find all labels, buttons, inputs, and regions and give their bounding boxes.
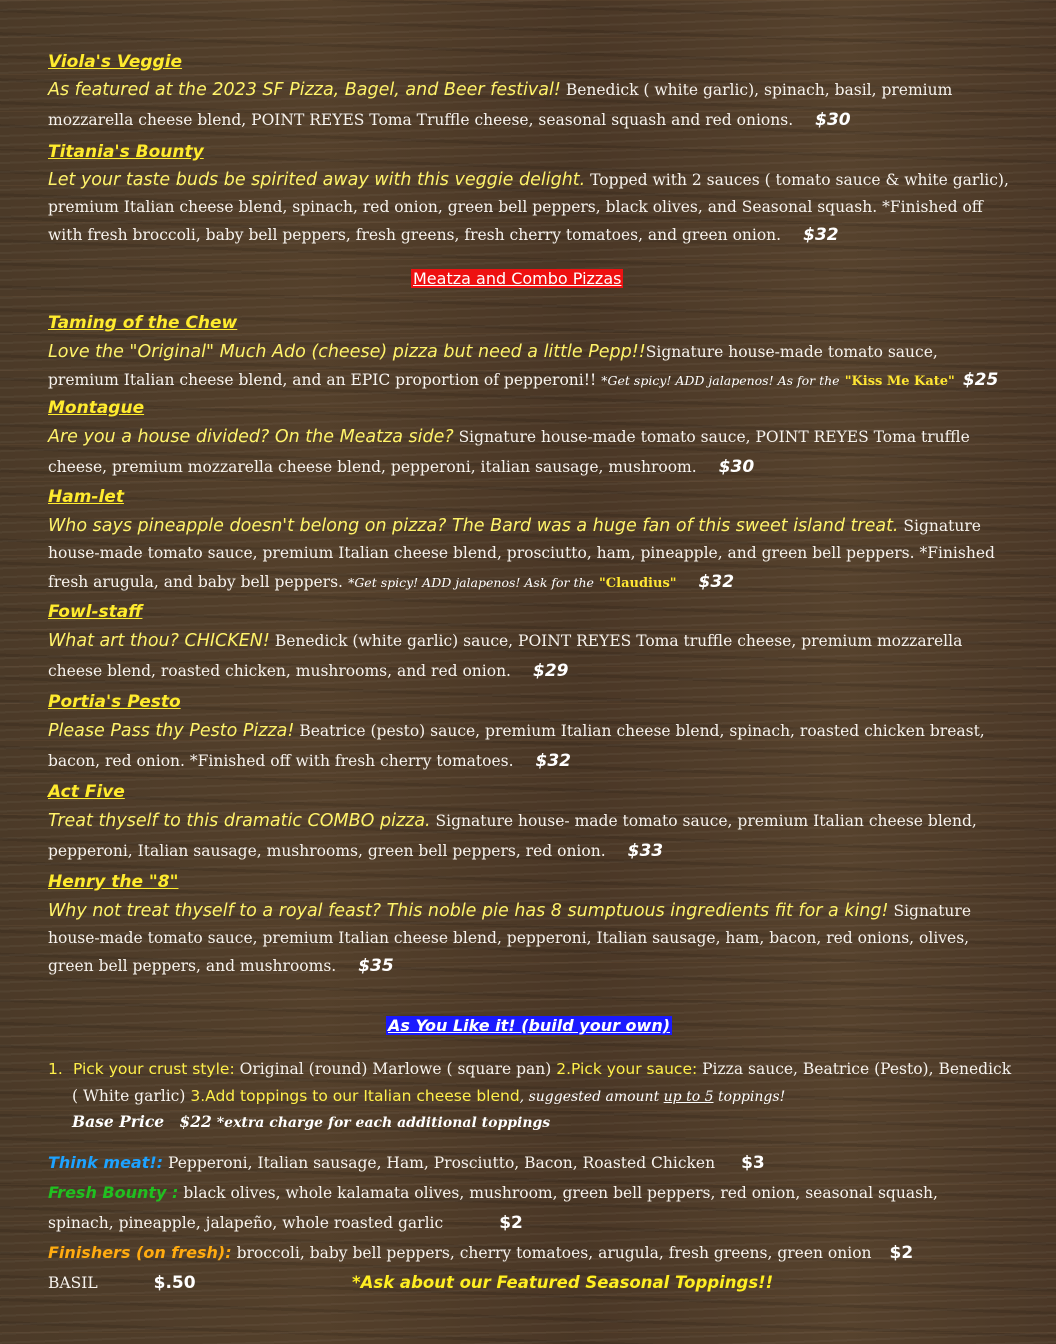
- pizza-desc: with fresh broccoli, baby bell peppers, fresh greens, fresh cherry tomatoes, and green onion.: [48, 226, 782, 244]
- toppings-note-end: toppings!: [713, 1089, 786, 1105]
- pizza-desc-montague-line1: [48, 427, 970, 447]
- seasonal-toppings-text: *Ask about our Featured Seasonal Toppings!!: [352, 1273, 774, 1292]
- pizza-tagline: Who says pineapple doesn't belong on pizza? The Bard was a huge fan of this sweet island treat.: [48, 516, 899, 536]
- pizza-desc-violas-line2: [48, 110, 851, 130]
- pizza-desc: cheese blend, roasted chicken, mushrooms, and red onion.: [48, 662, 511, 680]
- pizza-tagline: Treat thyself to this dramatic COMBO pizza.: [48, 811, 431, 831]
- pizza-desc-actfive-line2: [48, 841, 663, 861]
- pizza-price: $25: [962, 370, 999, 390]
- toppings-limit: up to 5: [663, 1089, 714, 1105]
- pizza-desc: premium Italian cheese blend, and an EPIC proportion of pepperoni!!: [48, 371, 597, 389]
- pizza-price: $30: [815, 110, 851, 130]
- pizza-desc: Signature house-made tomato sauce,: [645, 343, 938, 361]
- pizza-price: $35: [358, 956, 394, 976]
- pizza-desc-portia-line1: [48, 721, 985, 741]
- pizza-name-fowl-staff: Fowl-staff: [48, 602, 143, 622]
- base-price-label: Base Price: [72, 1112, 165, 1131]
- fresh-toppings-label: Fresh Bounty :: [48, 1183, 179, 1202]
- spicy-note-name: "Claudius": [599, 576, 677, 591]
- pizza-tagline: Are you a house divided? On the Meatza side?: [48, 427, 454, 447]
- section-title-text: As You Like it! (build your own): [388, 1016, 671, 1035]
- pizza-price: $32: [698, 572, 735, 592]
- byo-step-line2: [72, 1086, 785, 1105]
- crust-options: Original (round) Marlowe ( square pan): [234, 1060, 557, 1078]
- fresh-toppings-price: $2: [499, 1213, 523, 1233]
- pizza-price: $32: [803, 225, 839, 245]
- section-title-meatza: [411, 269, 623, 288]
- base-price-line: [72, 1112, 550, 1131]
- pizza-desc-henry-line2: house-made tomato sauce, premium Italian cheese blend, pepperoni, Italian sausage, ham, bacon, red onions, olives,: [48, 929, 970, 947]
- basil-price: $.50: [153, 1273, 196, 1293]
- pizza-desc-fowl-line2: [48, 661, 568, 681]
- pizza-name-taming-of-the-chew: Taming of the Chew: [48, 313, 238, 333]
- pizza-desc: Beatrice (pesto) sauce, premium Italian cheese blend, spinach, roasted chicken breast,: [294, 722, 985, 740]
- pizza-tagline: Please Pass thy Pesto Pizza!: [48, 721, 295, 741]
- pizza-tagline: What art thou? CHICKEN!: [48, 631, 270, 651]
- pizza-desc-violas-line1: [48, 80, 952, 100]
- meat-toppings-list: Pepperoni, Italian sausage, Ham, Prosciutto, Bacon, Roasted Chicken: [163, 1154, 716, 1172]
- pizza-desc-hamlet-line2: house-made tomato sauce, premium Italian cheese blend, prosciutto, ham, pineapple, and green bell peppers. *Finished: [48, 544, 995, 562]
- pizza-desc-taming-line1: [48, 342, 938, 362]
- pizza-desc: Signature: [898, 517, 981, 535]
- section-title-text: Meatza and Combo Pizzas: [413, 269, 622, 288]
- base-price: $22: [179, 1112, 212, 1131]
- pizza-desc: Signature: [888, 902, 971, 920]
- pizza-name-henry-the-8: Henry the "8": [48, 872, 179, 892]
- pizza-name-portias-pesto: Portia's Pesto: [48, 692, 181, 712]
- pizza-desc: bacon, red onion. *Finished off with fresh cherry tomatoes.: [48, 752, 514, 770]
- pizza-name-ham-let: Ham-let: [48, 487, 124, 507]
- pizza-tagline: Love the "Original" Much Ado (cheese) pizza but need a little Pepp!!: [48, 342, 646, 362]
- pizza-desc-titanias-line3: [48, 225, 839, 245]
- fresh-toppings-list-cont: spinach, pineapple, jalapeño, whole roasted garlic: [48, 1214, 444, 1232]
- sauce-options-cont: ( White garlic): [72, 1087, 191, 1105]
- toppings-fresh-line1: [48, 1183, 938, 1202]
- finishers-price: $2: [889, 1243, 914, 1263]
- pizza-desc: Benedick (white garlic) sauce, POINT REYES Toma truffle cheese, premium mozzarella: [269, 632, 963, 650]
- spicy-note: *Get spicy! ADD jalapenos! As for the: [601, 373, 840, 388]
- seasonal-toppings-note: [352, 1273, 773, 1292]
- pizza-tagline: As featured at the 2023 SF Pizza, Bagel, and Beer festival!: [48, 80, 561, 100]
- toppings-finishers-line: [48, 1243, 913, 1263]
- sauce-step-label: 2.Pick your sauce:: [556, 1060, 698, 1078]
- pizza-desc-actfive-line1: [48, 811, 977, 831]
- toppings-meat-line: [48, 1153, 765, 1173]
- pizza-price: $32: [535, 751, 572, 771]
- sauce-options: Pizza sauce, Beatrice (Pesto), Benedick: [697, 1060, 1012, 1078]
- pizza-desc-montague-line2: [48, 457, 754, 477]
- pizza-desc-portia-line2: [48, 751, 571, 771]
- pizza-desc: cheese, premium mozzarella cheese blend, pepperoni, italian sausage, mushroom.: [48, 458, 697, 476]
- pizza-desc-titanias-line2: premium Italian cheese blend, spinach, red onion, green bell peppers, black olives, and Seasonal squash. *Finished off: [48, 198, 983, 216]
- pizza-desc: Signature house-made tomato sauce, POINT REYES Toma truffle: [453, 428, 970, 446]
- pizza-desc: mozzarella cheese blend, POINT REYES Toma Truffle cheese, seasonal squash and red onions.: [48, 111, 794, 129]
- pizza-tagline: Let your taste buds be spirited away with this veggie delight.: [48, 170, 586, 190]
- pizza-desc: Topped with 2 sauces ( tomato sauce & white garlic),: [585, 171, 1009, 189]
- list-number: 1.: [48, 1060, 63, 1078]
- pizza-desc: Benedick ( white garlic), spinach, basil, premium: [560, 81, 953, 99]
- pizza-desc-hamlet-line1: [48, 516, 981, 536]
- crust-step-label: Pick your crust style:: [72, 1060, 235, 1078]
- pizza-tagline: Why not treat thyself to a royal feast? This noble pie has 8 sumptuous ingredients fit for a king!: [48, 901, 889, 921]
- spicy-note: *Get spicy! ADD jalapenos! Ask for the: [348, 575, 594, 590]
- pizza-name-act-five: Act Five: [48, 782, 125, 802]
- pizza-desc-taming-line2: [48, 370, 998, 390]
- base-price-note: *extra charge for each additional toppings: [216, 1115, 551, 1131]
- pizza-desc: green bell peppers, and mushrooms.: [48, 957, 337, 975]
- pizza-desc-fowl-line1: [48, 631, 962, 651]
- section-title-build-your-own: [386, 1016, 672, 1035]
- pizza-name-montague: Montague: [48, 398, 145, 418]
- finishers-label: Finishers (on fresh):: [48, 1243, 232, 1262]
- basil-label: BASIL: [48, 1274, 98, 1292]
- pizza-desc-titanias-line1: [48, 170, 1009, 190]
- pizza-name-violas-veggie: Viola's Veggie: [48, 52, 183, 72]
- pizza-price: $29: [532, 661, 569, 681]
- meat-toppings-price: $3: [741, 1153, 765, 1173]
- pizza-desc-hamlet-line3: [48, 572, 734, 592]
- pizza-name-titanias-bounty: Titania's Bounty: [48, 142, 204, 162]
- toppings-fresh-line2: [48, 1213, 523, 1233]
- pizza-desc-henry-line1: [48, 901, 971, 921]
- pizza-desc: fresh arugula, and baby bell peppers.: [48, 573, 343, 591]
- toppings-basil-line: [48, 1273, 196, 1293]
- spicy-note-name: "Kiss Me Kate": [844, 374, 955, 389]
- byo-step-line1: [48, 1059, 1011, 1078]
- toppings-note: , suggested amount: [519, 1089, 664, 1105]
- pizza-price: $30: [718, 457, 755, 477]
- fresh-toppings-list: black olives, whole kalamata olives, mushroom, green bell peppers, red onion, seasonal squash,: [178, 1184, 938, 1202]
- pizza-desc-henry-line3: [48, 956, 394, 976]
- pizza-desc: Signature house- made tomato sauce, premium Italian cheese blend,: [430, 812, 977, 830]
- finishers-list: broccoli, baby bell peppers, cherry tomatoes, arugula, fresh greens, green onion: [231, 1244, 872, 1262]
- toppings-step-label: 3.Add toppings to our Italian cheese blend: [190, 1087, 520, 1105]
- pizza-price: $33: [627, 841, 664, 861]
- meat-toppings-label: Think meat!:: [48, 1153, 164, 1172]
- pizza-desc: pepperoni, Italian sausage, mushrooms, green bell peppers, red onion.: [48, 842, 606, 860]
